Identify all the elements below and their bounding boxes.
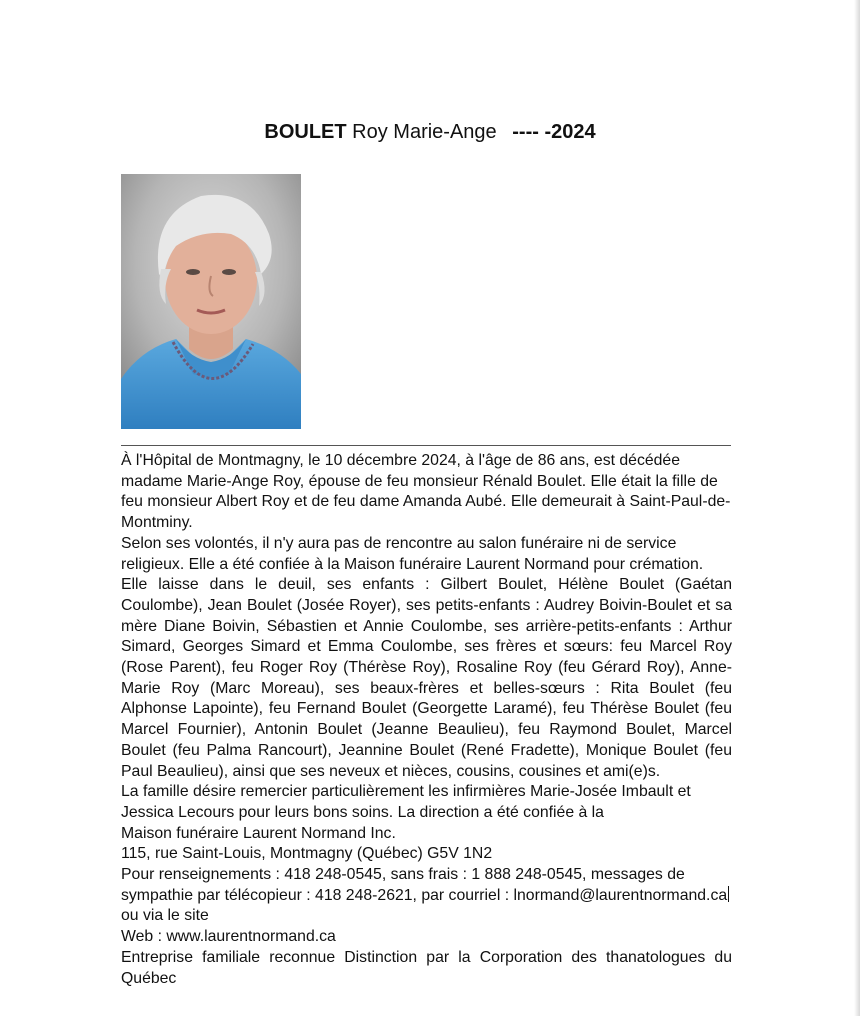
page-edge xyxy=(854,0,860,1016)
obituary-body xyxy=(121,451,732,989)
funeral-home-name: Maison funéraire Laurent Normand Inc. xyxy=(121,824,396,842)
title-surname: BOULET xyxy=(264,121,347,143)
portrait-photo xyxy=(121,174,301,429)
funeral-home-address: 115, rue Saint-Louis, Montmagny (Québec) G5V 1N2 xyxy=(121,845,493,863)
text-cursor xyxy=(728,886,729,902)
portrait-illustration xyxy=(121,174,301,429)
contact-site-prefix: ou via le site xyxy=(121,907,209,925)
acknowledgements: La famille désire remercier particulièrement les infirmières Marie-Josée Imbault et Jessica Lecours pour leurs bons soins. La direction a été confiée à la xyxy=(121,783,691,821)
company-distinction: Entreprise familiale reconnue Distinction par la Corporation des thanatologues du Québec xyxy=(121,948,732,987)
death-announcement: À l'Hôpital de Montmagny, le 10 décembre 2024, à l'âge de 86 ans, est décédée madame Marie-Ange Roy, épouse de feu monsieur Rénald Boulet. Elle était la fille de feu monsieur Albert Roy et de feu dame Amanda Aubé. Elle demeurait à Saint-Paul-de-Montminy. xyxy=(121,452,731,532)
title-given-names: Roy Marie-Ange xyxy=(352,121,497,143)
family-list: Elle laisse dans le deuil, ses enfants : Gilbert Boulet, Hélène Boulet (Gaétan Coulombe), Jean Boulet (Josée Royer), ses petits-enfants : Audrey Boivin-Boulet et sa mère Diane Boivin, Sébastien et Annie Coulombe, ses arrière-petits-enfants : Arthur Simard, Georges Simard et Emma Coulombe, ses frères et sœurs: feu Marcel Roy (Rose Parent), feu Roger Roy (Thérèse Roy), Rosaline Roy (feu Gérard Roy), Anne-Marie Roy (Marc Moreau), ses beaux-frères et belles-sœurs : Rita Boulet (feu Alphonse Lapointe), feu Fernand Boulet (Georgette Laramé), feu Thérèse Boulet (feu Marcel Fournier), Antonin Boulet (Jeanne Beaulieu), feu Raymond Boulet, Marcel Boulet (feu Palma Rancourt), Jeannine Boulet (René Fradette), Monique Boulet (feu Paul Beaulieu), ainsi que ses neveux et nièces, cousins, cousines et ami(e)s. xyxy=(121,576,732,780)
funeral-arrangements: Selon ses volontés, il n'y aura pas de rencontre au salon funéraire ni de service religieux. Elle a été confiée à la Maison funéraire Laurent Normand pour crémation. xyxy=(121,534,704,573)
page-title xyxy=(0,118,860,146)
contact-information xyxy=(121,865,732,927)
section-divider xyxy=(121,445,731,446)
website-link[interactable]: Web : www.laurentnormand.ca xyxy=(121,928,336,946)
contact-phone-email: Pour renseignements : 418 248-0545, sans frais : 1 888 248-0545, messages de sympathie par télécopieur : 418 248-2621, par courriel : lnormand@laurentnormand.ca xyxy=(121,866,728,904)
title-dates: ---- -2024 xyxy=(512,121,596,143)
